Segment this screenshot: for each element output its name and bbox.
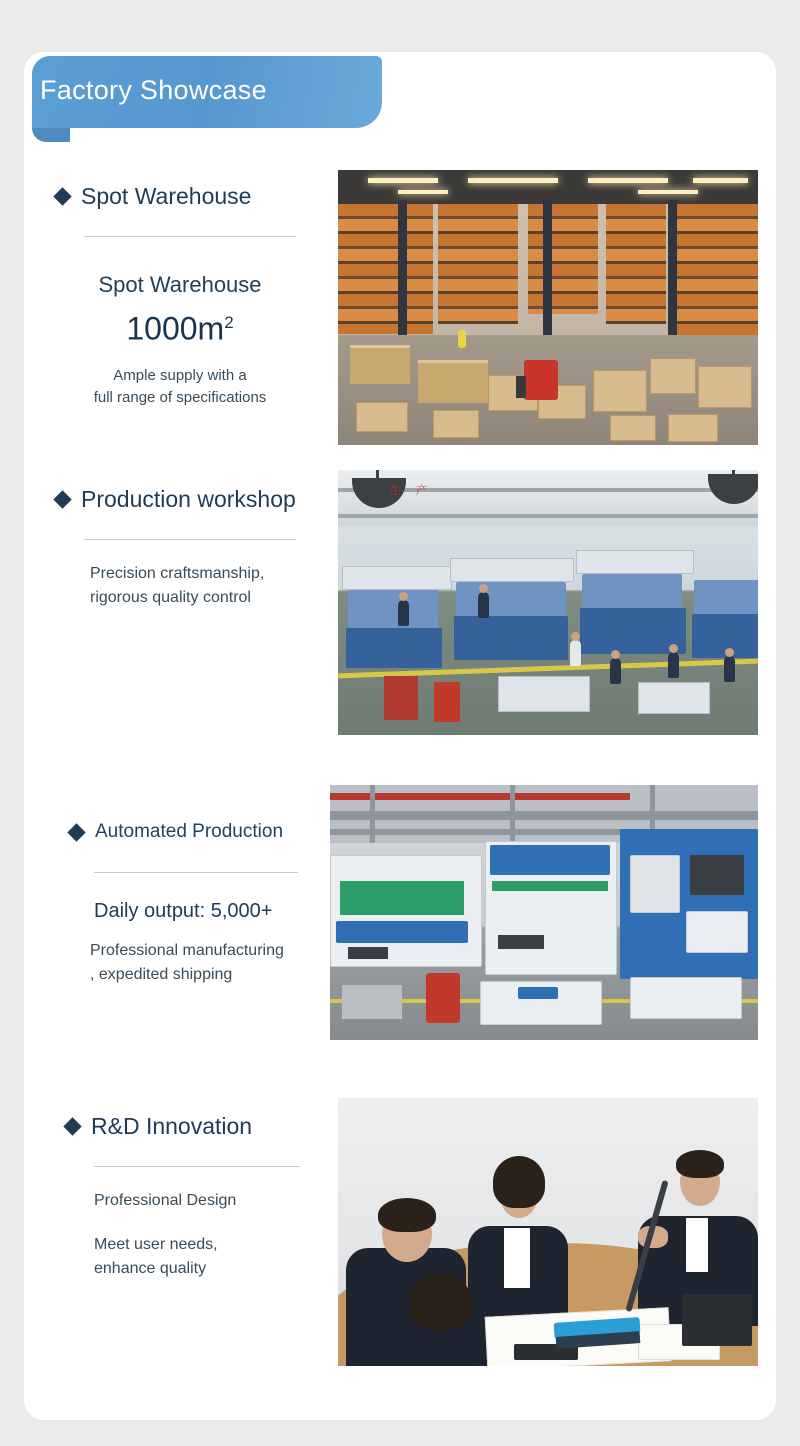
section-heading-label: Spot Warehouse — [81, 183, 252, 209]
production-workshop-photo — [338, 470, 758, 735]
section-value-sup: 2 — [224, 313, 234, 332]
divider-1 — [84, 236, 296, 237]
section-body-3-line1: Professional manufacturing — [90, 942, 284, 959]
section-heading-label: R&D Innovation — [91, 1113, 253, 1139]
diamond-icon — [63, 1117, 81, 1135]
section-heading-2 — [56, 485, 306, 513]
diamond-icon — [67, 823, 85, 841]
section-spot-warehouse-text — [56, 182, 304, 409]
section-automated-production-text — [70, 818, 320, 987]
section-heading-4 — [66, 1112, 316, 1140]
warehouse-photo — [338, 170, 758, 445]
section-subtitle-1: Spot Warehouse — [98, 272, 262, 297]
section-body-4-line2: enhance quality — [94, 1260, 207, 1277]
diamond-icon — [53, 490, 71, 508]
section-production-workshop-text — [56, 485, 306, 610]
section-subtitle-3: Daily output: 5,000+ — [94, 900, 273, 922]
section-body-2-line1: Precision craftsmanship, — [90, 565, 265, 582]
divider-3 — [94, 872, 298, 873]
section-value-number: 1000m — [126, 310, 225, 347]
section-heading-label: Automated Production — [95, 821, 284, 842]
page-title: Factory Showcase — [40, 75, 267, 105]
section-body-3-line2: , expedited shipping — [90, 966, 233, 983]
diamond-icon — [53, 187, 71, 205]
section-body-1-line2: full range of specifications — [93, 388, 267, 406]
section-body-1-line1: Ample supply with a — [113, 366, 247, 384]
section-heading-1 — [56, 182, 304, 210]
section-heading-3 — [70, 818, 320, 846]
divider-4 — [94, 1166, 300, 1167]
section-subtitle-4: Professional Design — [94, 1192, 237, 1209]
section-body-2-line2: rigorous quality control — [90, 589, 251, 606]
section-rd-innovation-text — [66, 1112, 316, 1281]
section-value-1 — [56, 303, 304, 349]
section-heading-label: Production workshop — [81, 486, 296, 512]
workshop-sign: 生 产 — [390, 485, 434, 497]
automated-production-photo — [330, 785, 758, 1040]
divider-2 — [84, 539, 296, 540]
rd-innovation-photo — [338, 1098, 758, 1366]
section-body-4-line1: Meet user needs, — [94, 1236, 218, 1253]
